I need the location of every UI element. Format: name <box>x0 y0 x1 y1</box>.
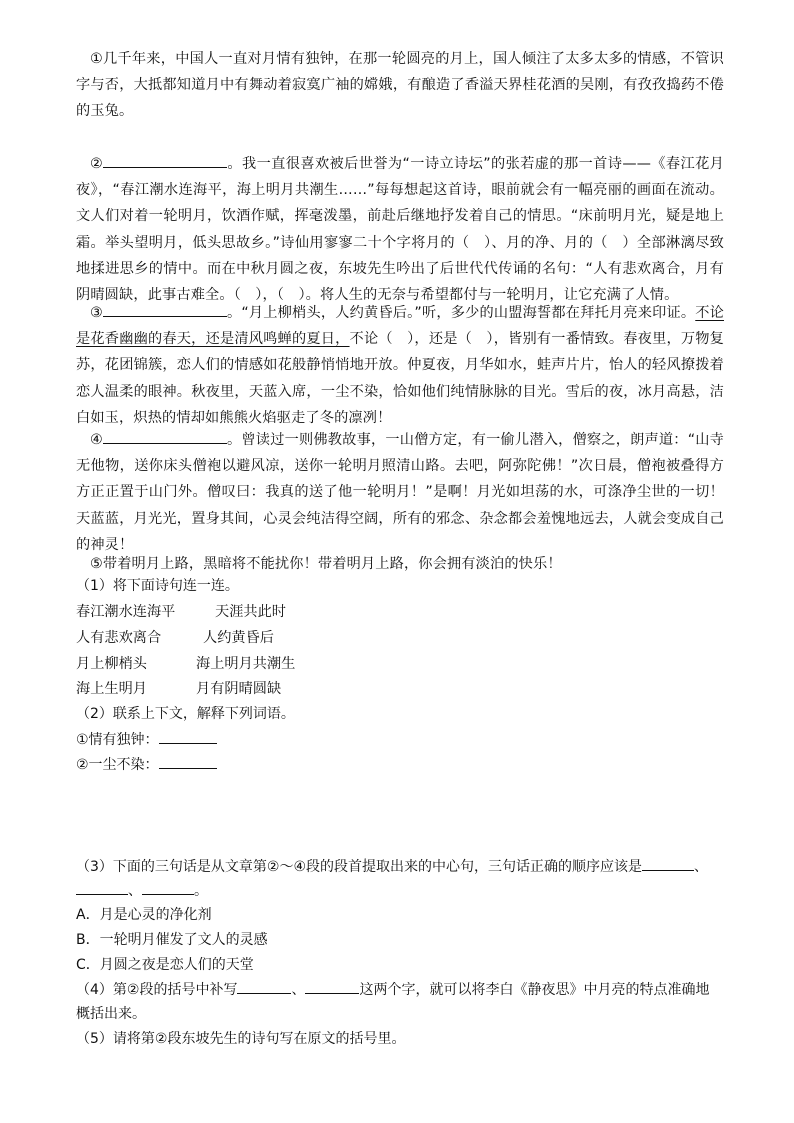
q3-end: 。 <box>194 883 208 899</box>
q3-blank-1[interactable] <box>642 856 694 871</box>
q1-left-item-3[interactable]: 月上柳梢头 <box>76 656 147 672</box>
q3-line-1 <box>76 856 708 878</box>
q4-label-b: 这两个字，就可以将李白《静夜思》中月亮的特点准确地 <box>359 982 710 998</box>
paragraph-5-text: ⑤带着明月上路，黑暗将不能扰你！带着明月上路，你会拥有淡泊的快乐！ <box>90 556 562 572</box>
q1-right-item-1[interactable]: 天涯共此时 <box>215 604 286 620</box>
paragraph-4-topic-blank[interactable] <box>103 429 227 444</box>
q3-line-2 <box>76 880 208 902</box>
q1-right-item-2[interactable]: 人约黄昏后 <box>203 630 274 646</box>
paragraph-2-number: ② <box>90 156 104 172</box>
q2-item-1-blank[interactable] <box>159 729 217 744</box>
q2-item-2-label: ②一尘不染： <box>76 757 159 773</box>
q3-option-a: A．月是心灵的净化剂 <box>76 907 212 923</box>
q1-left-item-4[interactable]: 海上生明月 <box>76 681 147 697</box>
q3-blank-3[interactable] <box>142 880 194 895</box>
paragraph-2 <box>76 151 724 308</box>
q4-blank-2[interactable] <box>305 979 359 994</box>
paragraph-1-text: ①几千年来，中国人一直对月情有独钟，在那一轮圆亮的月上，国人倾注了太多太多的情感，不管识字与否，大抵都知道月中有舞动着寂寞广袖的嫦娥，有酿造了香溢天界桂花酒的吴刚，有孜孜捣药不倦的玉兔。 <box>76 51 724 120</box>
q4-separator: 、 <box>291 982 306 998</box>
paragraph-3-number: ③ <box>90 305 103 321</box>
paragraph-4 <box>76 427 724 558</box>
paragraph-1 <box>76 46 724 125</box>
q1-left-item-1[interactable]: 春江潮水连海平 <box>76 604 176 620</box>
q5-label: （5）请将第②段东坡先生的诗句写在原文的括号里。 <box>76 1031 406 1047</box>
paragraph-3-text-a: 。“月上柳梢头，人约黄昏后。”听，多少的山盟海誓都在拜托月亮来印证。 <box>226 305 696 321</box>
paragraph-5 <box>76 551 724 577</box>
q4-blank-1[interactable] <box>237 979 291 994</box>
paragraph-3-topic-blank[interactable] <box>103 302 227 317</box>
q3-separator-1: 、 <box>694 859 709 875</box>
q3-blank-2[interactable] <box>76 880 128 895</box>
paragraph-3 <box>76 300 724 431</box>
q4-line-1 <box>76 979 709 1001</box>
q3-option-c: C．月圆之夜是恋人们的天堂 <box>76 957 254 973</box>
paragraph-4-text: 。曾读过一则佛教故事，一山僧方定，有一偷儿潜入，僧察之，朗声道：“山寺无他物，送你床头僧袍以避风凉，送你一轮明月照清山路。去吧，阿弥陀佛！”次日晨，僧袍被叠得方方正正置于山门外。僧叹曰：我真的送了他一轮明月！”是啊！月光如坦荡的水，可涤净尘世的一切！天蓝蓝，月光光，置身其间，心灵会纯洁得空阔，所有的邪念、杂念都会羞愧地远去，人就会变成自己的神灵！ <box>76 432 724 553</box>
paragraph-2-topic-blank[interactable] <box>103 153 227 168</box>
q3-separator-2: 、 <box>128 883 142 899</box>
q2-item-2-blank[interactable] <box>159 754 217 769</box>
q2-label: （2）联系上下文，解释下列词语。 <box>76 706 295 722</box>
paragraph-3-text-b: 不论（ ），还是（ ），皆别有一番情致。春夜里，万物复苏，花团锦簇，恋人们的情感如花般静悄悄地开放。仲夏夜，月华如水，蛙声片片，怡人的轻风撩拨着恋人温柔的眼神。秋夜里，天蓝入席，一尘不染，恰如他们纯情脉脉的目光。雪后的夜，冰月高悬，洁白如玉，炽热的情却如熊熊火焰驱走了冬的凛冽！ <box>76 331 724 426</box>
q1-label: （1）将下面诗句连一连。 <box>76 578 239 594</box>
q4-label-a: （4）第②段的括号中补写 <box>76 982 238 998</box>
paragraph-4-number: ④ <box>90 432 103 448</box>
q3-label: （3）下面的三句话是从文章第②～④段的段首提取出来的中心句，三句话正确的顺序应该是 <box>76 859 643 875</box>
q1-right-item-3[interactable]: 海上明月共潮生 <box>196 656 296 672</box>
q2-item-1 <box>76 729 217 751</box>
q4-line-2: 概括出来。 <box>76 1006 146 1022</box>
paragraph-3-underlined-sentence: 不论是花香幽幽的春天，还是清风鸣蝉的夏日， <box>76 305 724 348</box>
q3-option-b: B．一轮明月催发了文人的灵感 <box>76 932 268 948</box>
q2-item-1-label: ①情有独钟： <box>76 732 159 748</box>
q1-right-item-4[interactable]: 月有阴晴圆缺 <box>196 681 282 697</box>
q2-item-2 <box>76 754 217 776</box>
paragraph-2-text: 。我一直很喜欢被后世誉为“一诗立诗坛”的张若虚的那一首诗——《春江花月夜》，“春江潮水连海平，海上明月共潮生……”每每想起这首诗，眼前就会有一幅亮丽的画面在流动。文人们对着一轮明月，饮酒作赋，挥毫泼墨，前赴后继地抒发着自己的情思。“床前明月光，疑是地上霜。举头望明月，低头思故乡。”诗仙用寥寥二十个字将月的（ ）、月的净、月的（ ）全部淋漓尽致地揉进思乡的情中。而在中秋月圆之夜，东坡先生吟出了后世代代传诵的名句：“人有悲欢离合，月有阴晴圆缺，此事古难全。（ ），（ ）。将人生的无奈与希望都付与一轮明月，让它充满了人情。 <box>76 156 725 304</box>
q1-left-item-2[interactable]: 人有悲欢离合 <box>76 630 162 646</box>
